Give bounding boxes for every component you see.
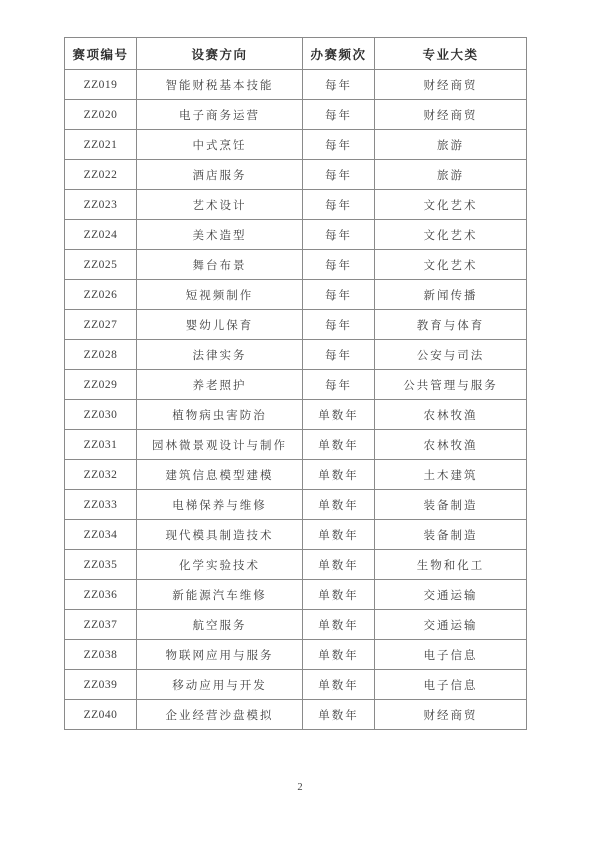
table-cell: 电梯保养与维修 bbox=[137, 490, 303, 520]
table-cell: ZZ021 bbox=[65, 130, 137, 160]
table-cell: 交通运输 bbox=[375, 610, 527, 640]
table-row bbox=[65, 460, 527, 490]
column-header-direction: 设赛方向 bbox=[137, 38, 303, 70]
table-row bbox=[65, 640, 527, 670]
table-cell: ZZ026 bbox=[65, 280, 137, 310]
table-cell: 电子信息 bbox=[375, 670, 527, 700]
column-header-frequency: 办赛频次 bbox=[303, 38, 375, 70]
table-cell: 单数年 bbox=[303, 520, 375, 550]
table-cell: 文化艺术 bbox=[375, 190, 527, 220]
table-cell: 财经商贸 bbox=[375, 70, 527, 100]
table-cell: 每年 bbox=[303, 100, 375, 130]
table-row bbox=[65, 520, 527, 550]
table-cell: ZZ023 bbox=[65, 190, 137, 220]
table-cell: 教育与体育 bbox=[375, 310, 527, 340]
table-row bbox=[65, 310, 527, 340]
table-row bbox=[65, 370, 527, 400]
table-cell: ZZ037 bbox=[65, 610, 137, 640]
table-row bbox=[65, 250, 527, 280]
table-cell: 每年 bbox=[303, 190, 375, 220]
table-cell: 生物和化工 bbox=[375, 550, 527, 580]
table-cell: 财经商贸 bbox=[375, 700, 527, 730]
table-row bbox=[65, 670, 527, 700]
table-cell: 单数年 bbox=[303, 670, 375, 700]
table-cell: 企业经营沙盘模拟 bbox=[137, 700, 303, 730]
table-cell: 单数年 bbox=[303, 580, 375, 610]
competition-schedule-table bbox=[64, 37, 527, 730]
table-cell: 每年 bbox=[303, 370, 375, 400]
table-cell: ZZ036 bbox=[65, 580, 137, 610]
table-row bbox=[65, 130, 527, 160]
table-row bbox=[65, 160, 527, 190]
table-cell: 舞台布景 bbox=[137, 250, 303, 280]
table-row bbox=[65, 700, 527, 730]
table-cell: 智能财税基本技能 bbox=[137, 70, 303, 100]
table-row bbox=[65, 220, 527, 250]
table-cell: ZZ038 bbox=[65, 640, 137, 670]
table-cell: 财经商贸 bbox=[375, 100, 527, 130]
table-cell: 物联网应用与服务 bbox=[137, 640, 303, 670]
table-cell: 旅游 bbox=[375, 130, 527, 160]
table-cell: ZZ030 bbox=[65, 400, 137, 430]
table-cell: 每年 bbox=[303, 70, 375, 100]
table-cell: ZZ031 bbox=[65, 430, 137, 460]
table-cell: 每年 bbox=[303, 220, 375, 250]
table-cell: 婴幼儿保育 bbox=[137, 310, 303, 340]
column-header-category: 专业大类 bbox=[375, 38, 527, 70]
table-cell: 现代模具制造技术 bbox=[137, 520, 303, 550]
table-cell: 农林牧渔 bbox=[375, 430, 527, 460]
table-header-row bbox=[65, 38, 527, 70]
table-cell: 移动应用与开发 bbox=[137, 670, 303, 700]
table-cell: 单数年 bbox=[303, 610, 375, 640]
table-row bbox=[65, 610, 527, 640]
table-cell: 园林微景观设计与制作 bbox=[137, 430, 303, 460]
table-cell: 公共管理与服务 bbox=[375, 370, 527, 400]
table-cell: ZZ020 bbox=[65, 100, 137, 130]
table-cell: ZZ033 bbox=[65, 490, 137, 520]
table-row bbox=[65, 100, 527, 130]
table-cell: ZZ024 bbox=[65, 220, 137, 250]
table-cell: 酒店服务 bbox=[137, 160, 303, 190]
page-number: 2 bbox=[297, 782, 303, 793]
column-header-item-code: 赛项编号 bbox=[65, 38, 137, 70]
table-cell: ZZ027 bbox=[65, 310, 137, 340]
table-cell: ZZ040 bbox=[65, 700, 137, 730]
table-cell: ZZ025 bbox=[65, 250, 137, 280]
table-cell: 航空服务 bbox=[137, 610, 303, 640]
table-cell: 文化艺术 bbox=[375, 250, 527, 280]
table-row bbox=[65, 430, 527, 460]
table-row bbox=[65, 280, 527, 310]
table-cell: 每年 bbox=[303, 160, 375, 190]
table-cell: 化学实验技术 bbox=[137, 550, 303, 580]
table-row bbox=[65, 190, 527, 220]
table-cell: 每年 bbox=[303, 130, 375, 160]
table-cell: 装备制造 bbox=[375, 490, 527, 520]
table-cell: ZZ022 bbox=[65, 160, 137, 190]
table-cell: 交通运输 bbox=[375, 580, 527, 610]
table-row bbox=[65, 70, 527, 100]
table-cell: ZZ029 bbox=[65, 370, 137, 400]
table-cell: 建筑信息模型建模 bbox=[137, 460, 303, 490]
table-row bbox=[65, 340, 527, 370]
table-cell: ZZ034 bbox=[65, 520, 137, 550]
table-cell: 土木建筑 bbox=[375, 460, 527, 490]
table-row bbox=[65, 400, 527, 430]
table-cell: ZZ039 bbox=[65, 670, 137, 700]
table-cell: 单数年 bbox=[303, 400, 375, 430]
table-cell: 公安与司法 bbox=[375, 340, 527, 370]
table-cell: 农林牧渔 bbox=[375, 400, 527, 430]
table-row bbox=[65, 490, 527, 520]
table-cell: 文化艺术 bbox=[375, 220, 527, 250]
table-cell: 每年 bbox=[303, 310, 375, 340]
table-body bbox=[65, 70, 527, 730]
table-cell: 电子信息 bbox=[375, 640, 527, 670]
table-cell: 单数年 bbox=[303, 640, 375, 670]
table-cell: 法律实务 bbox=[137, 340, 303, 370]
table-cell: 电子商务运营 bbox=[137, 100, 303, 130]
table-cell: 单数年 bbox=[303, 490, 375, 520]
table-cell: ZZ032 bbox=[65, 460, 137, 490]
table-cell: 植物病虫害防治 bbox=[137, 400, 303, 430]
table-cell: 每年 bbox=[303, 280, 375, 310]
table-cell: ZZ019 bbox=[65, 70, 137, 100]
table-cell: 单数年 bbox=[303, 700, 375, 730]
table-cell: 短视频制作 bbox=[137, 280, 303, 310]
table-row bbox=[65, 580, 527, 610]
table-row bbox=[65, 550, 527, 580]
table-cell: 单数年 bbox=[303, 460, 375, 490]
table-cell: ZZ028 bbox=[65, 340, 137, 370]
table-cell: 艺术设计 bbox=[137, 190, 303, 220]
table-cell: 美术造型 bbox=[137, 220, 303, 250]
table-cell: 旅游 bbox=[375, 160, 527, 190]
table-cell: 新闻传播 bbox=[375, 280, 527, 310]
table-cell: 装备制造 bbox=[375, 520, 527, 550]
table-cell: 每年 bbox=[303, 340, 375, 370]
table-header bbox=[65, 38, 527, 70]
table-cell: 单数年 bbox=[303, 550, 375, 580]
table-cell: 新能源汽车维修 bbox=[137, 580, 303, 610]
table-cell: 单数年 bbox=[303, 430, 375, 460]
table-cell: 每年 bbox=[303, 250, 375, 280]
table-cell: 中式烹饪 bbox=[137, 130, 303, 160]
table-cell: 养老照护 bbox=[137, 370, 303, 400]
table-cell: ZZ035 bbox=[65, 550, 137, 580]
